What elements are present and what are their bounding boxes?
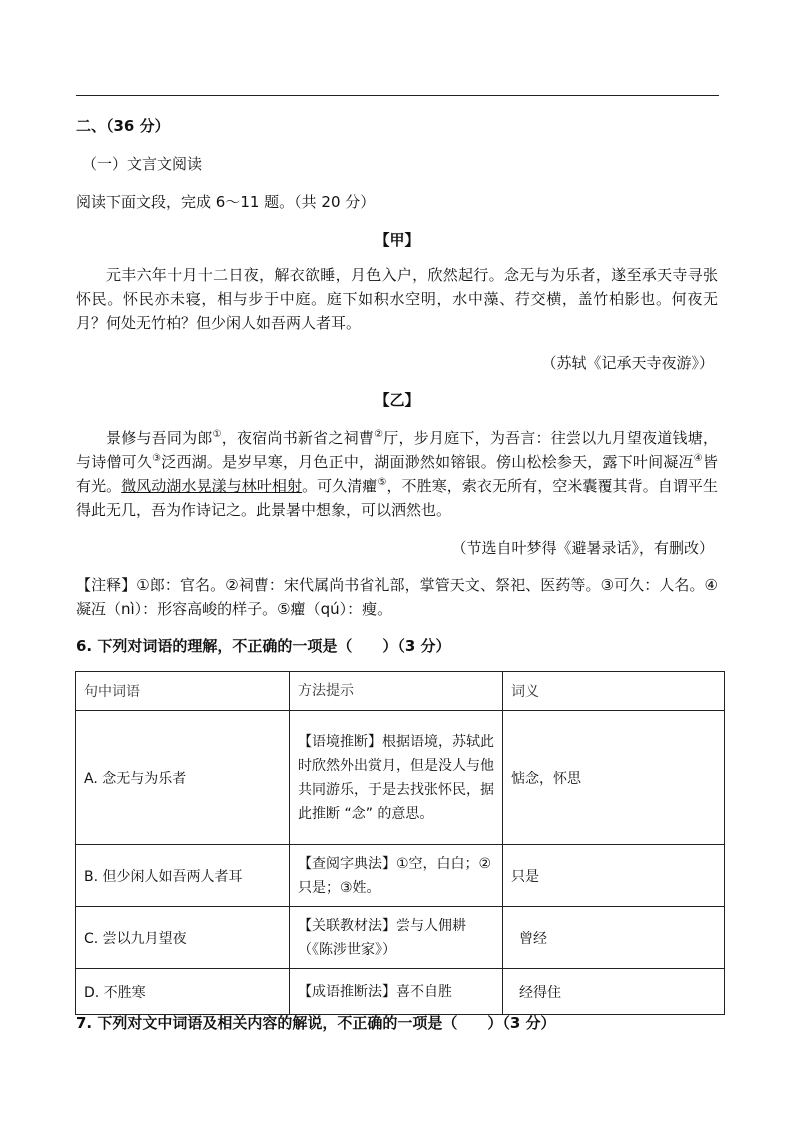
yi-seg-3: 厅，步月庭下，为吾言：往尝以九月望夜道钱塘，与诗僧可久 [76,429,719,471]
table-row [76,845,725,907]
passage-yi-text [76,426,718,522]
passage-yi-source: （节选自叶梦得《避暑录话》，有删改） [451,539,714,557]
table-row [76,969,725,1015]
passage-jia-label: 【甲】 [374,231,420,249]
yi-seg-7: ，不胜寒，索衣无所有，空米囊覆其背。自谓平生得此无几，吾为作诗记之。此景暑中想象，可以洒然也。 [76,477,718,519]
note-ref-2: ② [374,429,384,440]
passage-jia [76,263,718,335]
note-ref-3: ③ [152,453,162,464]
row-method: 【查阅字典法】①空，白白；②只是；③姓。 [290,845,503,907]
passage-yi [76,426,718,522]
row-word: C. 尝以九月望夜 [76,907,290,969]
note-ref-4: ④ [693,453,703,464]
header-meaning: 词义 [503,672,725,711]
row-method: 【关联教材法】尝与人佣耕（《陈涉世家》） [290,907,503,969]
note-ref-5: ⑤ [377,477,387,488]
top-rule [76,95,719,96]
note-ref-1: ① [212,429,222,440]
passage-jia-text: 元丰六年十月十二日夜，解衣欲睡，月色入户，欣然起行。念无与为乐者，遂至承天寺寻张怀民。怀民亦未寝，相与步于中庭。庭下如积水空明，水中藻、荇交横，盖竹柏影也。何夜无月？何处无竹柏？但少闲人如吾两人者耳。 [76,266,718,332]
table-row [76,907,725,969]
reading-instruction: 阅读下面文段，完成 6～11 题。（共 20 分） [76,193,376,211]
yi-seg-6: 。可久清癯 [302,477,378,495]
row-meaning: 曾经 [503,907,725,969]
row-word: B. 但少闲人如吾两人者耳 [76,845,290,907]
row-word: D. 不胜寒 [76,969,290,1015]
passage-jia-source: （苏轼《记承天寺夜游》） [541,354,714,372]
underlined-sentence: 微风动湖水晃漾与林叶相射 [121,477,303,495]
question-7: 7. 下列对文中词语及相关内容的解说，不正确的一项是（ ）（3 分） [76,1014,556,1032]
row-method: 【语境推断】根据语境，苏轼此时欣然外出赏月，但是没人与他共同游乐，于是去找张怀民，据此推断 “念” 的意思。 [290,711,503,845]
question-6-table [75,671,725,1015]
header-word: 句中词语 [76,672,290,711]
table-row [76,711,725,845]
section-heading: 二、（36 分） [76,117,170,135]
row-method: 【成语推断法】喜不自胜 [290,969,503,1015]
table-header-row [76,672,725,711]
question-6: 6. 下列对词语的理解，不正确的一项是（ ）（3 分） [76,637,451,655]
row-word: A. 念无与为乐者 [76,711,290,845]
row-meaning: 只是 [503,845,725,907]
annotations-text: 【注释】①郎：官名。②祠曹：宋代属尚书省礼部，掌管天文、祭祀、医药等。③可久：人名。④凝冱（nì）：形容高峻的样子。⑤癯（qú）：瘦。 [76,576,718,618]
row-meaning: 惦念，怀思 [503,711,725,845]
header-method: 方法提示 [290,672,503,711]
yi-seg-1: 景修与吾同为郎 [106,429,213,447]
passage-yi-label: 【乙】 [374,391,420,409]
yi-seg-2: ，夜宿尚书新省之祠曹 [221,429,375,447]
yi-seg-5: 皆有光。 [76,453,718,495]
annotations [76,573,718,621]
sub-heading: （一）文言文阅读 [82,155,203,173]
row-meaning: 经得住 [503,969,725,1015]
yi-seg-4: 泛西湖。是岁早寒，月色正中，湖面渺然如镕银。傍山松桧参天，露下叶间凝冱 [161,453,694,471]
